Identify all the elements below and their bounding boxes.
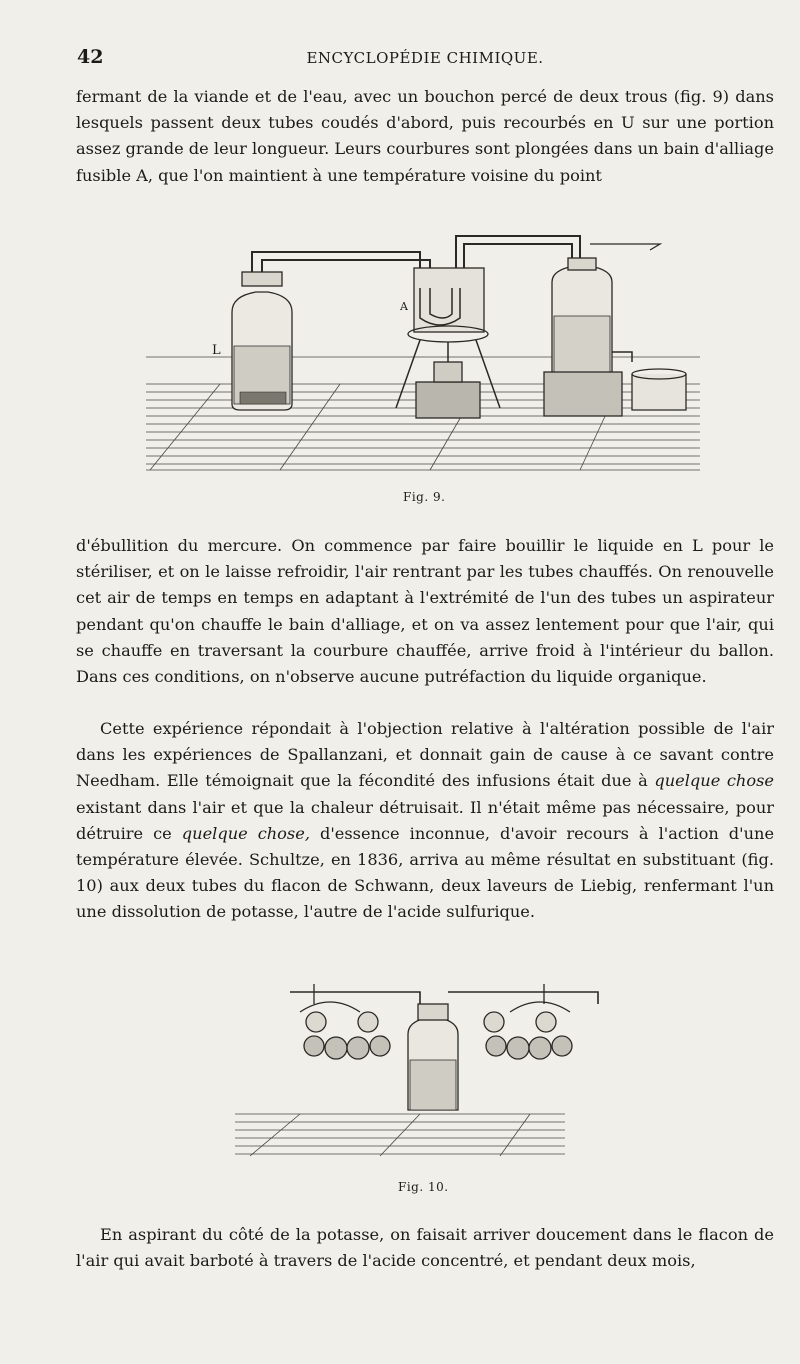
- figure-9-apparatus: [0, 222, 800, 512]
- paragraph-3: [76, 716, 774, 926]
- running-title: ENCYCLOPÉDIE CHIMIQUE.: [306, 49, 544, 67]
- paragraph-4: [76, 1222, 774, 1274]
- paragraph-1: [76, 84, 774, 189]
- figure-10-caption: Fig. 10.: [398, 1180, 449, 1194]
- paragraph-2-text: d'ébullition du mercure. On commence par faire bouillir le liquide en L pour le stériliser, et on le laisse refroidir, l'air rentrant par les tubes chauffés. On renouvelle cet air de temps en temps en adaptant à l'extrémité de l'un des tubes un aspirateur pendant qu'on chauffe le bain d'alliage, et on va assez lentement pour que l'air, qui se chauffe en traversant la courbure chauffée, arrive froid à l'intérieur du ballon. Dans ces conditions, on n'observe aucune putréfaction du liquide organique.: [76, 536, 774, 687]
- page-number: 42: [77, 46, 104, 68]
- figure-9-caption: Fig. 9.: [403, 490, 446, 504]
- page-header: [77, 46, 773, 70]
- paragraph-3-text-b: existant dans l'air et que la chaleur détruisait. Il n'était même pas nécessaire, pour détruire ce: [76, 797, 774, 843]
- paragraph-1-text: fermant de la viande et de l'eau, avec un bouchon percé de deux trous (fig. 9) dans lesquels passent deux tubes coudés d'abord, puis recourbés en U sur une portion assez grande de leur longueur. Leurs courbures sont plongées dans un bain d'alliage fusible A, que l'on maintient à une température voisine du point: [76, 87, 774, 185]
- figure-10-apparatus: [0, 964, 800, 1174]
- figure-9-label-A: A: [400, 300, 408, 313]
- paragraph-2: [76, 533, 774, 690]
- paragraph-3-text-c: d'essence inconnue, d'avoir recours à l'action d'une température élevée. Schultze, en 1836, arriva au même résultat en substituant (fig. 10) aux deux tubes du flacon de Schwann, deux laveurs de Liebig, renfermant l'un une dissolution de potasse, l'autre de l'acide sulfurique.: [76, 823, 775, 922]
- figure-9-label-L: L: [212, 343, 221, 358]
- paragraph-3-emphasis-1: quelque chose: [654, 771, 774, 791]
- paragraph-3-text-a: Cette expérience répondait à l'objection relative à l'altération possible de l'air dans les expériences de Spallanzani, et donnait gain de cause à ce savant contre Needham. Elle témoignait que la fécondité des infusions était due à: [76, 719, 774, 791]
- paragraph-4-text: En aspirant du côté de la potasse, on faisait arriver doucement dans le flacon de l'air qui avait barboté à travers de l'acide concentré, et pendant deux mois,: [76, 1225, 774, 1271]
- paragraph-3-emphasis-2: quelque chose,: [181, 823, 310, 843]
